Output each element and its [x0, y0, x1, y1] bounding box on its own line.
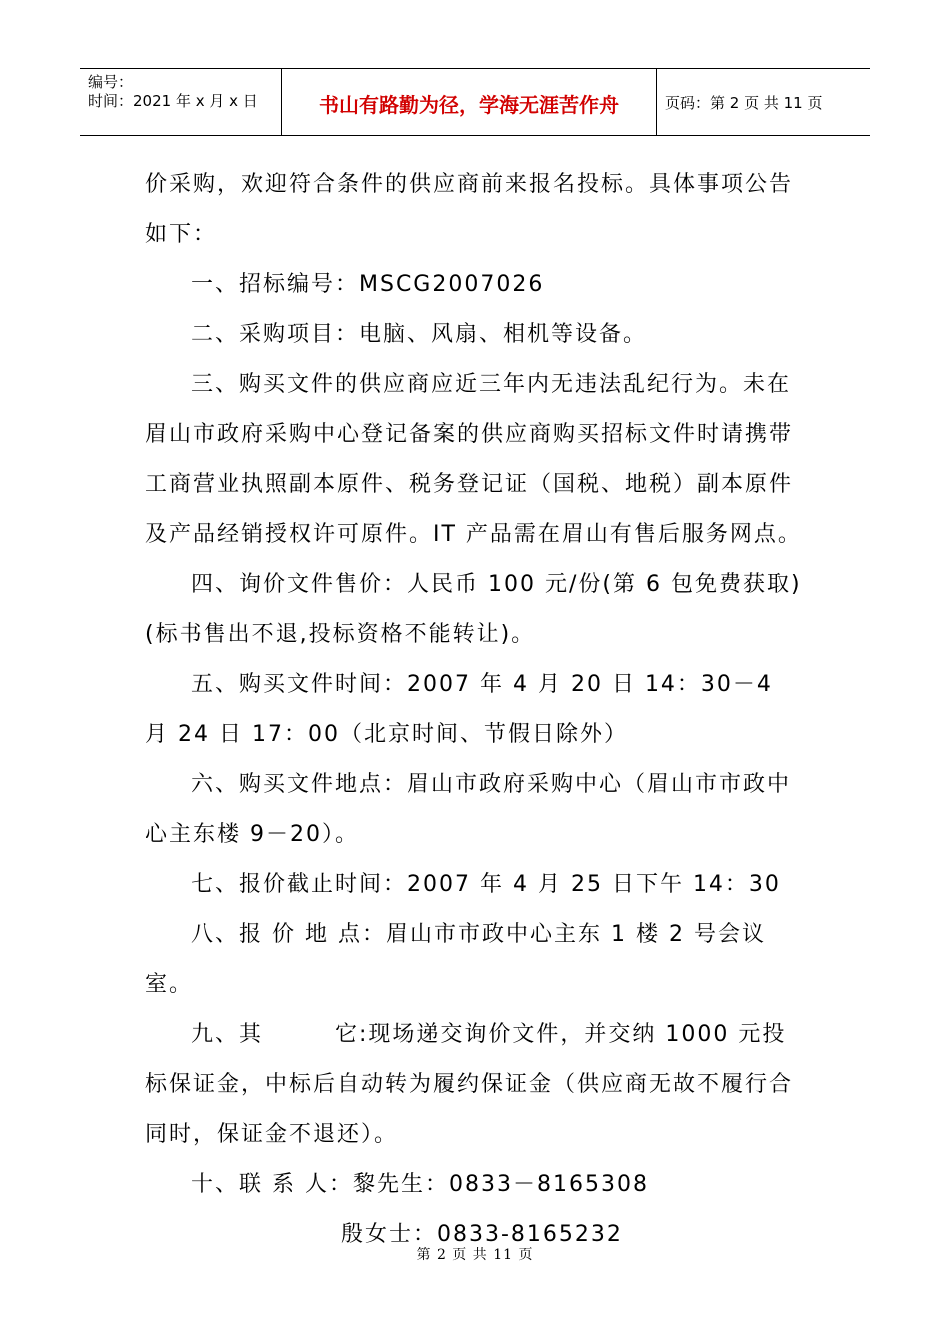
item-contact-person: 十、联 系 人：黎先生：0833－8165308	[191, 1172, 649, 1197]
item-tender-number: 一、招标编号：MSCG2007026	[191, 272, 545, 297]
header-motto: 书山有路勤为径，学海无涯苦作舟	[319, 93, 619, 117]
item-contact-person-2: 殷女士：0833-8165232	[341, 1222, 623, 1247]
item-other: 九、其 它:现场递交询价文件，并交纳 1000 元投标保证金，中标后自动转为履约保证金（供应商无故不履行合同时，保证金不退还）。	[145, 1022, 794, 1147]
item-purchase-time: 五、购买文件时间：2007 年 4 月 20 日 14：30－4 月 24 日 17：00（北京时间、节假日除外）	[145, 672, 782, 747]
page-footer: 第 2 页 共 11 页	[416, 1247, 534, 1263]
document-date-label: 时间：2021 年 x 月 x 日	[88, 92, 258, 110]
item-procurement-project: 二、采购项目：电脑、风扇、相机等设备。	[191, 322, 648, 347]
header-page-code: 页码：第 2 页 共 11 页	[665, 94, 823, 112]
item-quote-location: 八、报 价 地 点：眉山市市政中心主东 1 楼 2 号会议室。	[145, 922, 766, 997]
header-info-cell	[80, 69, 282, 135]
header-motto-cell	[282, 69, 657, 135]
item-purchase-location: 六、购买文件地点：眉山市政府采购中心（眉山市市政中心主东楼 9－20）。	[145, 772, 792, 847]
document-header	[80, 68, 870, 136]
document-number-label: 编号：	[88, 73, 134, 91]
item-quote-deadline: 七、报价截止时间：2007 年 4 月 25 日下午 14：30	[191, 872, 781, 897]
item-supplier-requirements: 三、购买文件的供应商应近三年内无违法乱纪行为。未在眉山市政府采购中心登记备案的供应商购买招标文件时请携带工商营业执照副本原件、税务登记证（国税、地税）副本原件及产品经销授权许可原件。IT 产品需在眉山有售后服务网点。	[145, 372, 802, 547]
item-document-price: 四、询价文件售价：人民币 100 元/份(第 6 包免费获取)(标书售出不退,投标资格不能转让)。	[145, 572, 802, 647]
document-body	[145, 160, 805, 1260]
intro-paragraph: 价采购，欢迎符合条件的供应商前来报名投标。具体事项公告如下：	[145, 172, 794, 247]
header-page-cell	[657, 69, 870, 135]
